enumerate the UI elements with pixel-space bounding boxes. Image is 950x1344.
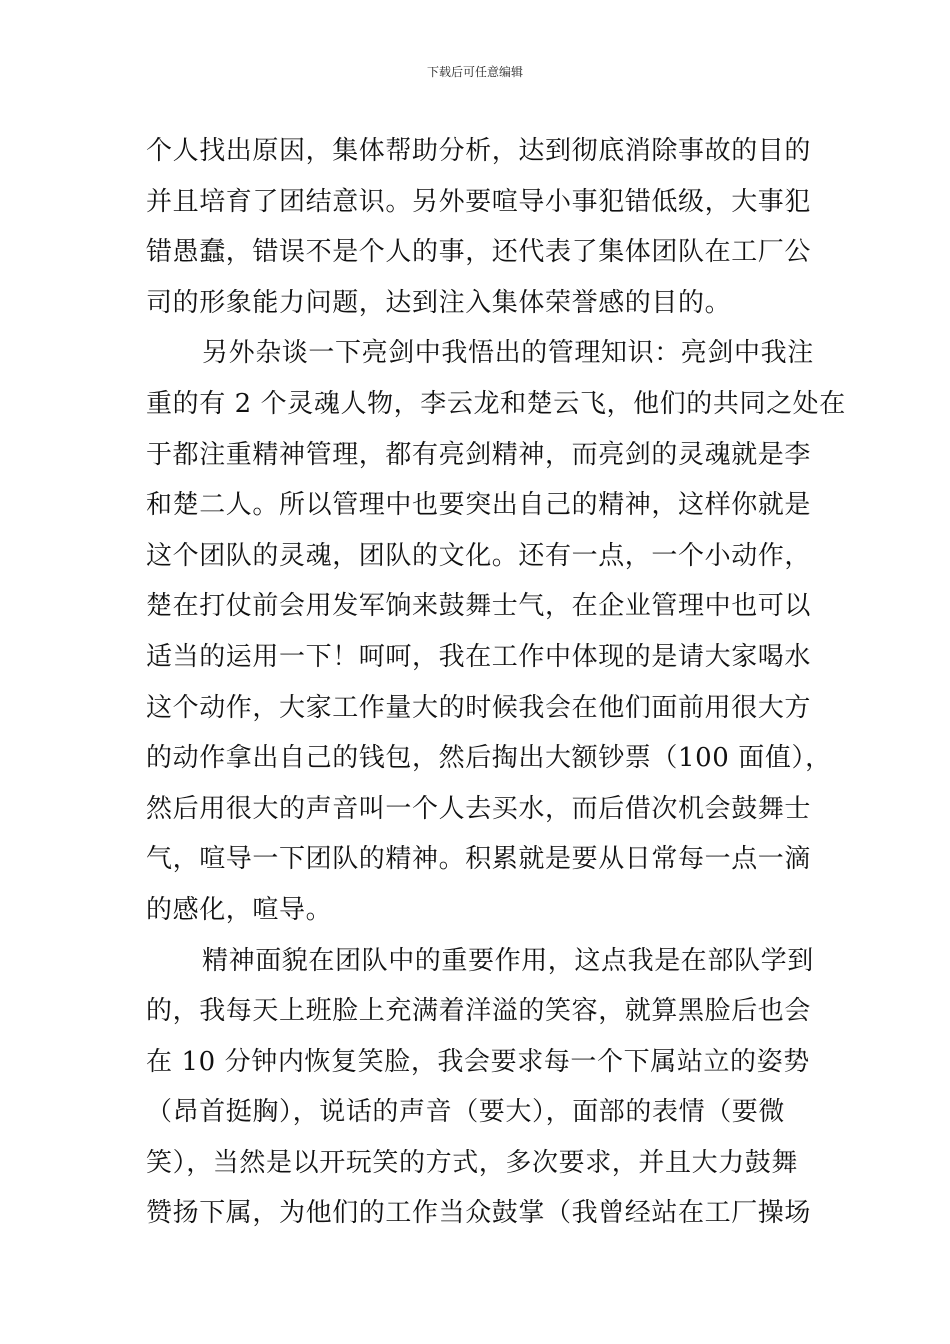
- paragraph-2: [146, 328, 846, 935]
- text-line: 这个团队的灵魂，团队的文化。还有一点，一个小动作，: [146, 540, 812, 571]
- text-line: 精神面貌在团队中的重要作用，这点我是在部队学到: [202, 945, 814, 976]
- text-line: （昂首挺胸），说话的声音（要大），面部的表情（要微: [146, 1097, 786, 1128]
- document-body: [146, 126, 846, 1239]
- text-line: 个人找出原因，集体帮助分析，达到彻底消除事故的目的: [146, 136, 812, 166]
- text-line: 笑），当然是以开玩笑的方式，多次要求，并且大力鼓舞: [146, 1147, 799, 1178]
- text-line: 司的形象能力问题，达到注入集体荣誉感的目的。: [146, 287, 732, 318]
- page-header: 下载后可任意编辑: [426, 65, 523, 79]
- text-line: 赞扬下属，为他们的工作当众鼓掌（我曾经站在工厂操场: [146, 1198, 812, 1229]
- text-line: 另外杂谈一下亮剑中我悟出的管理知识：亮剑中我注: [202, 338, 814, 369]
- text-line: 和楚二人。所以管理中也要突出自己的精神，这样你就是: [146, 490, 812, 521]
- text-line: 于都注重精神管理，都有亮剑精神，而亮剑的灵魂就是李: [146, 439, 812, 470]
- text-line: 楚在打仗前会用发军饷来鼓舞士气，在企业管理中也可以: [146, 591, 812, 622]
- text-line: 错愚蠢，错误不是个人的事，还代表了集体团队在工厂公: [146, 237, 812, 268]
- text-line: 气，喧导一下团队的精神。积累就是要从日常每一点一滴: [146, 844, 812, 875]
- text-line: 这个动作，大家工作量大的时候我会在他们面前用很大方: [146, 692, 812, 723]
- text-line: 重的有 2 个灵魂人物，李云龙和楚云飞，他们的共同之处在: [146, 388, 846, 419]
- paragraph-1: [146, 126, 814, 328]
- text-line: 并且培育了团结意识。另外要喧导小事犯错低级，大事犯: [146, 186, 812, 217]
- text-line: 然后用很大的声音叫一个人去买水，而后借次机会鼓舞士: [146, 793, 812, 824]
- text-line: 的动作拿出自己的钱包，然后掏出大额钞票（100 面值），: [146, 743, 832, 774]
- text-line: 的，我每天上班脸上充满着洋溢的笑容，就算黑脸后也会: [146, 996, 812, 1027]
- text-line: 在 10 分钟内恢复笑脸，我会要求每一个下属站立的姿势: [146, 1046, 810, 1077]
- paragraph-3: [146, 936, 814, 1240]
- text-line: 的感化，喧导。: [146, 894, 333, 925]
- text-line: 适当的运用一下！呵呵，我在工作中体现的是请大家喝水: [146, 641, 812, 672]
